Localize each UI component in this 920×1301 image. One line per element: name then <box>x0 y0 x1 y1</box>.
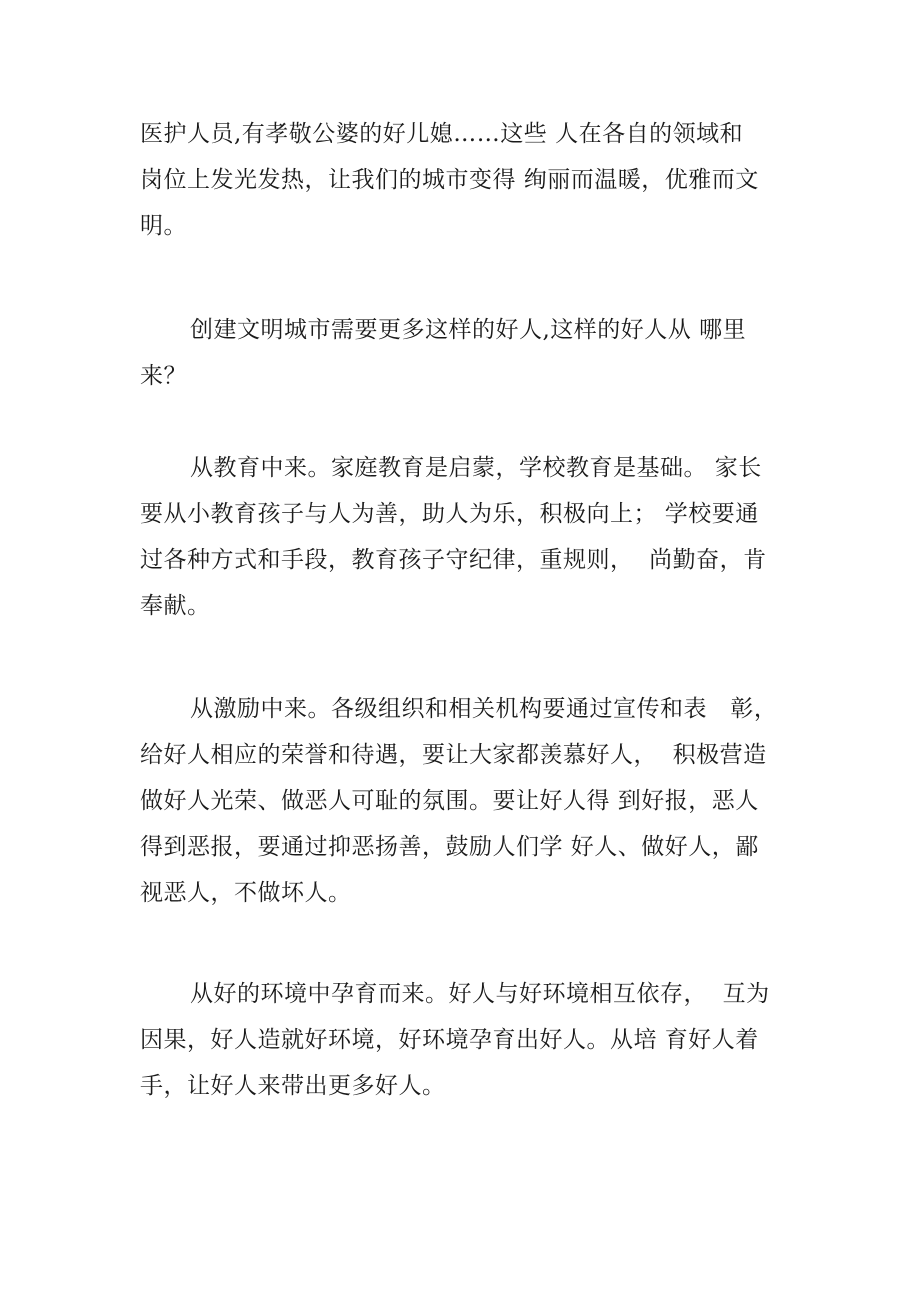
paragraph-line: 创建文明城市需要更多这样的好人,这样的好人从 哪里 <box>190 317 747 343</box>
paragraph-line: 给好人相应的荣誉和待遇，要让大家都羡慕好人， 积极营造 <box>140 742 767 768</box>
paragraph-4 <box>140 686 790 916</box>
paragraph-line: 得到恶报，要通过抑恶扬善，鼓励人们学 好人、做好人，鄙 <box>140 834 759 860</box>
paragraph-line: 过各种方式和手段，教育孩子守纪律，重规则， 尚勤奋，肯 <box>140 547 767 573</box>
paragraph-line: 从激励中来。各级组织和相关机构要通过宣传和表 彰， <box>190 696 778 722</box>
paragraph-line: 从好的环境中孕育而来。好人与好环境相互依存， 互为 <box>190 981 770 1007</box>
paragraph-2 <box>140 307 790 399</box>
paragraph-line: 手，让好人来带出更多好人。 <box>140 1073 446 1099</box>
paragraph-line: 明。 <box>140 213 187 239</box>
paragraph-line: 做好人光荣、做恶人可耻的氛围。要让好人得 到好报，恶人 <box>140 788 759 814</box>
paragraph-line: 来？ <box>140 363 187 389</box>
paragraph-line: 奉献。 <box>140 593 211 619</box>
paragraph-line: 从教育中来。家庭教育是启蒙，学校教育是基础。 家长 <box>190 455 762 481</box>
paragraph-3 <box>140 445 790 629</box>
paragraph-1 <box>140 111 790 249</box>
paragraph-line: 医护人员,有孝敬公婆的好儿媳……这些 人在各自的领域和 <box>140 121 744 147</box>
paragraph-line: 因果，好人造就好环境，好环境孕育出好人。从培 育好人着 <box>140 1027 759 1053</box>
paragraph-line: 视恶人，不做坏人。 <box>140 880 352 906</box>
paragraph-5 <box>140 971 790 1109</box>
paragraph-line: 要从小教育孩子与人为善，助人为乐，积极向上； 学校要通 <box>140 501 759 527</box>
paragraph-line: 岗位上发光发热，让我们的城市变得 绚丽而温暖，优雅而文 <box>140 167 759 193</box>
